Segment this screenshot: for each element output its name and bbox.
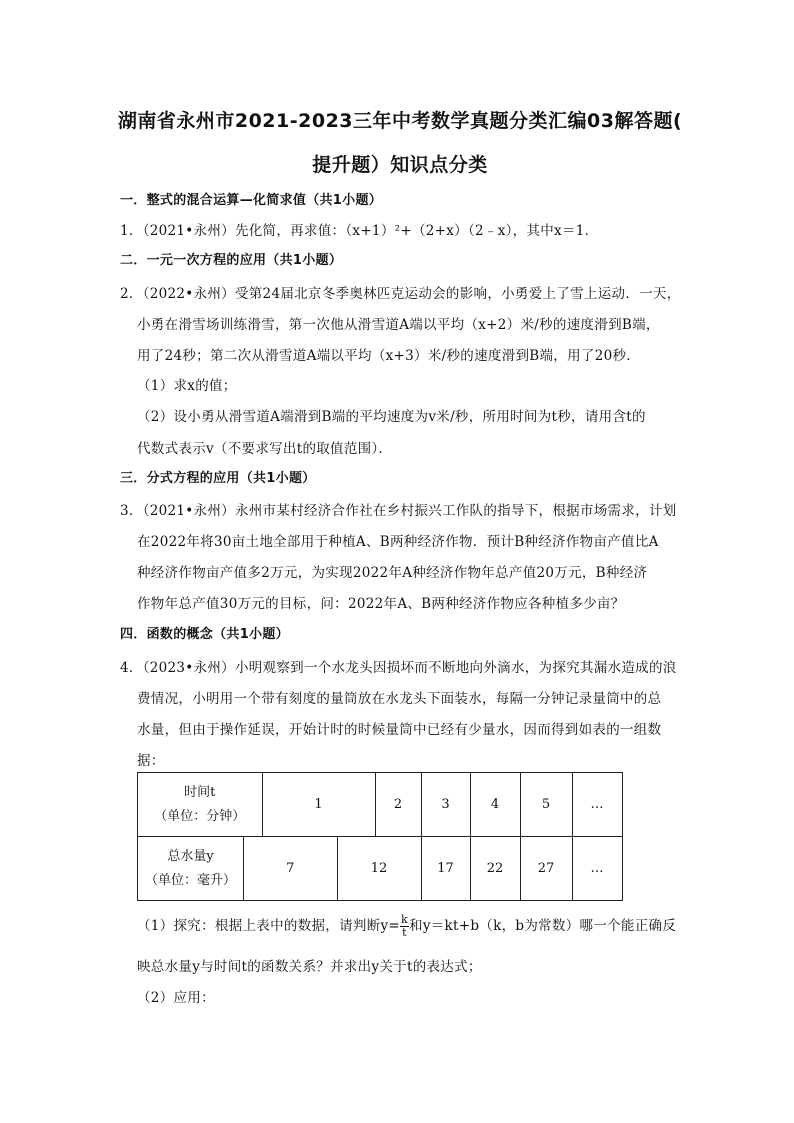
- question-1-text: 1．（2021•永州）先化简，再求值：（x+1）²+（2+x）（2﹣x），其中x＝1．: [120, 223, 599, 239]
- fraction-k-over-t: [400, 914, 409, 939]
- question-2-line-1: 2．（2022•永州）受第24届北京冬季奥林匹克运动会的影响，小勇爱上了雪上运动．一天，: [120, 286, 681, 302]
- section-heading-1: 一．整式的混合运算—化简求值（共1小题）: [120, 193, 383, 208]
- table-cell: 22: [470, 837, 520, 901]
- question-2-sub-2-line-1: （2）设小勇从滑雪道A端滑到B端的平均速度为v米/秒，所用时间为t秒，请用含t的: [137, 409, 646, 425]
- table-cell: 2: [375, 773, 421, 837]
- fraction-numerator: k: [401, 913, 409, 926]
- question-4-line-3: 水量，但由于操作延误，开始计时的时候量筒中已经有少量水，因而得到如表的一组数: [137, 722, 662, 738]
- table-header-volume-label: 总水量y: [167, 848, 214, 864]
- table-row: [138, 837, 623, 901]
- formula-y-equals: y=: [380, 918, 401, 934]
- fraction-denominator: t: [402, 926, 407, 939]
- table-header-volume-unit: （单位：毫升）: [144, 872, 236, 888]
- table-cell: 5: [520, 773, 572, 837]
- question-2-sub-2-line-2: 代数式表示v（不要求写出t的取值范围）．: [137, 441, 393, 457]
- table-header-volume: [138, 837, 244, 901]
- table-cell: 17: [421, 837, 470, 901]
- table-cell: …: [572, 837, 622, 901]
- question-2-line-3: 用了24秒；第二次从滑雪道A端以平均（x+3）米/秒的速度滑到B端，用了20秒．: [137, 348, 641, 364]
- section-heading-4: 四．函数的概念（共1小题）: [120, 627, 289, 642]
- table-cell: 1: [262, 773, 375, 837]
- question-4-line-4: 据：: [137, 753, 165, 769]
- table-row: [138, 773, 623, 837]
- question-4-line-1: 4．（2023•永州）小明观察到一个水龙头因损坏而不断地向外滴水，为探究其漏水造成的浪: [120, 660, 677, 676]
- question-3-line-2: 在2022年将30亩土地全部用于种植A、B两种经济作物．预计B种经济作物亩产值比A: [137, 534, 659, 550]
- question-3-line-3: 种经济作物亩产值多2万元，为实现2022年A种经济作物年总产值20万元，B种经济: [137, 565, 648, 581]
- table-header-time: [138, 773, 263, 837]
- table-cell: 27: [520, 837, 572, 901]
- question-4-sub-1-line-2: 映总水量y与时间t的函数关系？并求出y关于t的表达式；: [137, 959, 482, 975]
- table-cell: 12: [337, 837, 421, 901]
- question-2-sub-1: （1）求x的值；: [137, 378, 237, 394]
- question-3-line-1: 3．（2021•永州）永州市某村经济合作社在乡村振兴工作队的指导下，根据市场需求，计划: [120, 503, 677, 519]
- table-cell: …: [572, 773, 622, 837]
- question-4-sub-1-line-1: [137, 914, 676, 939]
- document-title-line-2: 提升题）知识点分类: [312, 154, 488, 176]
- question-3-line-4: 作物年总产值30万元的目标，问：2022年A、B两种经济作物应各种植多少亩？: [137, 596, 625, 612]
- table-cell: 7: [244, 837, 338, 901]
- table-cell: 3: [421, 773, 470, 837]
- question-4-sub-1-intro: （1）探究：根据上表中的数据，请判断: [137, 918, 381, 934]
- table-cell: 4: [470, 773, 520, 837]
- data-table: [137, 772, 623, 901]
- document-title-line-1: 湖南省永州市2021-2023三年中考数学真题分类汇编03解答题(: [117, 110, 683, 132]
- question-4-sub-2: （2）应用：: [137, 990, 215, 1006]
- table-header-time-unit: （单位：分钟）: [154, 808, 246, 824]
- table-header-time-label: 时间t: [184, 784, 216, 800]
- question-4-sub-1-rest: 和y＝kt+b（k，b为常数）哪一个能正确反: [409, 918, 677, 934]
- section-heading-2: 二．一元一次方程的应用（共1小题）: [120, 253, 343, 268]
- question-4-line-2: 费情况，小明用一个带有刻度的量筒放在水龙头下面装水，每隔一分钟记录量筒中的总: [137, 691, 662, 707]
- question-2-line-2: 小勇在滑雪场训练滑雪，第一次他从滑雪道A端以平均（x+2）米/秒的速度滑到B端，: [137, 317, 660, 333]
- section-heading-3: 三．分式方程的应用（共1小题）: [120, 471, 316, 486]
